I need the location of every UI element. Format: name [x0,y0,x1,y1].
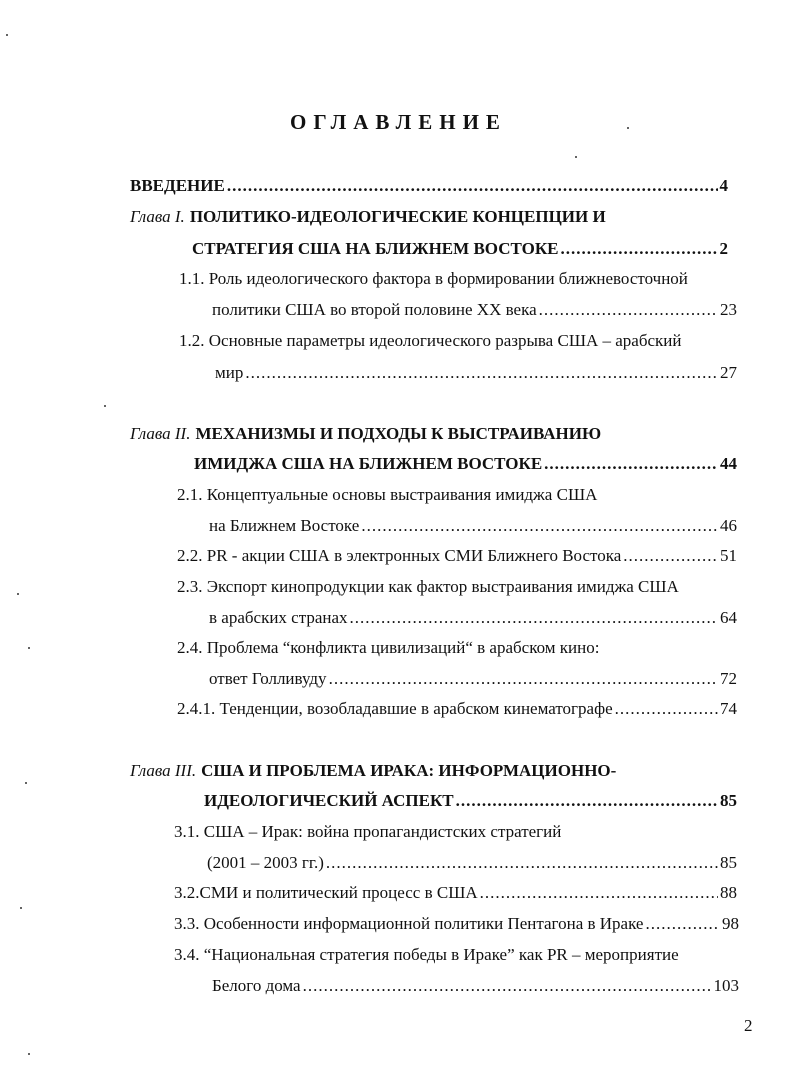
toc-page: 88 [720,883,737,902]
toc-page: 72 [720,669,737,688]
section-title: (2001 – 2003 гг.) [207,853,324,872]
leader-dots [539,299,718,321]
chapter-2-heading [130,423,740,445]
leader-dots [615,698,718,720]
section-title: мир [215,363,244,382]
page-title: ОГЛАВЛЕНИЕ [290,110,507,134]
toc-page: 98 [722,914,739,933]
chapter-1-heading-cont [192,238,728,260]
scan-speck [104,405,106,407]
section-2-3-cont [209,607,737,629]
section-title: 2.3. Экспорт кинопродукции как фактор выстраивания имиджа США [177,577,679,596]
section-title: 1.1. Роль идеологического фактора в формировании ближневосточной [179,269,688,288]
chapter-title: США И ПРОБЛЕМА ИРАКА: ИНФОРМАЦИОННО- [201,761,617,780]
scan-speck [575,156,577,158]
section-1-1-cont [212,299,737,321]
scan-speck [28,647,30,649]
section-1-2-cont [215,362,737,384]
leader-dots [561,238,718,260]
leader-dots [326,852,718,874]
section-3-1 [174,821,561,843]
chapter-title: ИДЕОЛОГИЧЕСКИЙ АСПЕКТ [204,791,454,810]
leader-dots [623,545,718,567]
leader-dots [329,668,718,690]
chapter-1-heading [130,206,740,228]
toc-page: 51 [720,546,737,565]
section-title: ответ Голливуду [209,669,327,688]
leader-dots [245,362,718,384]
section-3-3 [174,913,739,935]
section-2-4 [177,637,599,659]
section-title: 2.4. Проблема “конфликта цивилизаций“ в арабском кино: [177,638,600,657]
toc-page: 64 [720,608,737,627]
chapter-title: ИМИДЖА США НА БЛИЖНЕМ ВОСТОКЕ [194,454,543,473]
scan-speck [20,907,22,909]
scan-speck [25,782,27,784]
section-title: 3.3. Особенности информационной политики Пентагона в Ираке [174,914,644,933]
chapter-3-heading-cont [204,790,737,812]
section-2-3 [177,576,679,598]
chapter-title: СТРАТЕГИЯ США НА БЛИЖНЕМ ВОСТОКЕ [192,239,559,258]
leader-dots [544,453,718,475]
leader-dots [645,913,720,935]
section-2-1-cont [209,515,737,537]
chapter-2-heading-cont [194,453,737,475]
chapter-3-heading [130,760,740,782]
toc-page: 27 [720,363,737,382]
section-3-1-cont [207,852,737,874]
section-title: в арабских странах [209,608,348,627]
section-2-2 [177,545,737,567]
toc-entry-intro [130,175,728,197]
section-1-2 [179,330,681,352]
scan-speck [6,34,8,36]
page-number: 2 [744,1016,753,1035]
section-2-4-1 [177,698,737,720]
leader-dots [480,882,718,904]
toc-page: 85 [720,853,737,872]
leader-dots [350,607,718,629]
section-title: 3.2.СМИ и политический процесс в США [174,883,478,902]
toc-page: 46 [720,516,737,535]
section-title: 2.1. Концептуальные основы выстраивания имиджа США [177,485,598,504]
chapter-lead: Глава II. [130,424,191,443]
section-title: политики США во второй половине XX века [212,300,537,319]
section-title: 3.4. “Национальная стратегия победы в Ираке” как PR – мероприятие [174,945,679,964]
section-title: 2.4.1. Тенденции, возобладавшие в арабском кинематографе [177,699,613,718]
section-1-1 [179,268,688,290]
section-title: 2.2. PR - акции США в электронных СМИ Ближнего Востока [177,546,622,565]
section-title: 3.1. США – Ирак: война пропагандистских стратегий [174,822,562,841]
chapter-title: ПОЛИТИКО-ИДЕОЛОГИЧЕСКИЕ КОНЦЕПЦИИ И [189,207,606,226]
chapter-lead: Глава III. [130,761,197,780]
scan-speck [17,593,19,595]
toc-page: 103 [713,976,739,995]
section-title: 1.2. Основные параметры идеологического разрыва США – арабский [179,331,682,350]
toc-page: 2 [719,239,728,258]
section-3-4 [174,944,679,966]
section-2-4-cont [209,668,737,690]
toc-page: 74 [720,699,737,718]
section-3-4-cont [212,975,739,997]
toc-page: 4 [719,176,728,195]
scan-speck [28,1053,30,1055]
chapter-lead: Глава I. [130,207,185,226]
chapter-title: МЕХАНИЗМЫ И ПОДХОДЫ К ВЫСТРАИВАНИЮ [195,424,602,443]
section-title: Белого дома [212,976,301,995]
section-2-1 [177,484,597,506]
section-3-2 [174,882,737,904]
toc-page: 85 [720,791,737,810]
section-title: на Ближнем Востоке [209,516,360,535]
leader-dots [361,515,718,537]
toc-page: 23 [720,300,737,319]
toc-page: 44 [720,454,737,473]
scan-speck [627,127,629,129]
leader-dots [456,790,718,812]
leader-dots [303,975,712,997]
leader-dots [227,175,718,197]
toc-label: ВВЕДЕНИЕ [130,176,225,195]
